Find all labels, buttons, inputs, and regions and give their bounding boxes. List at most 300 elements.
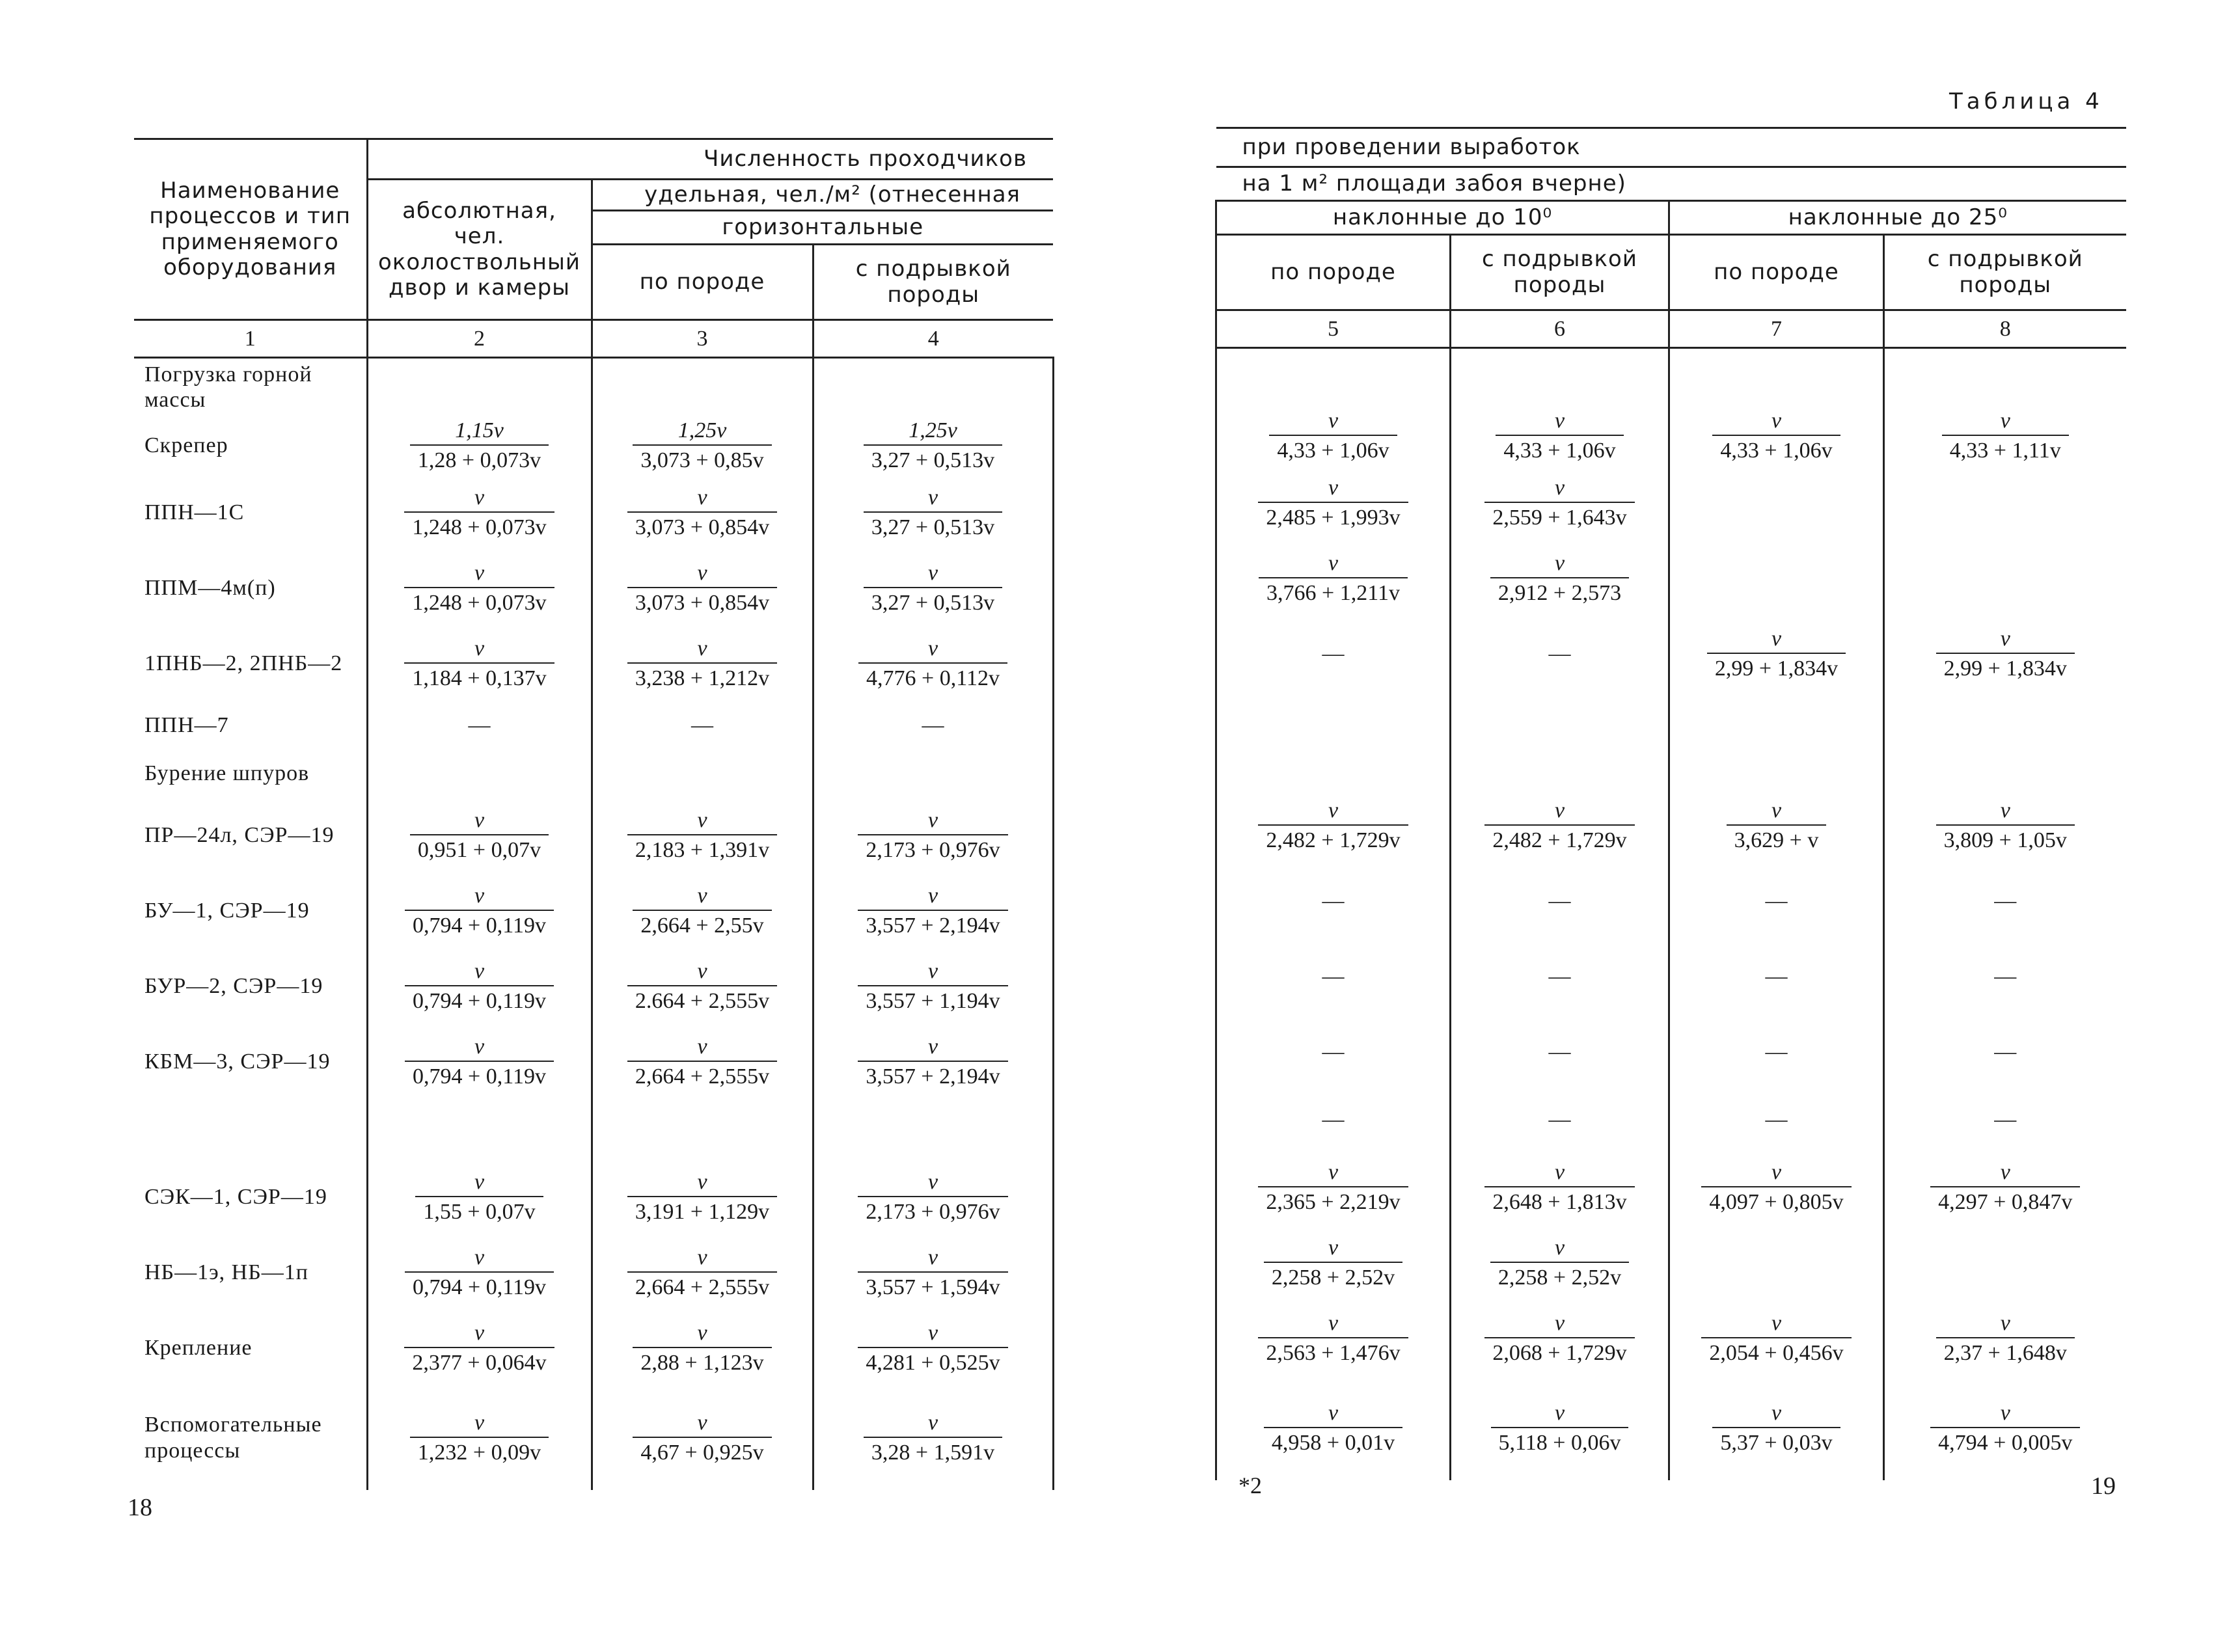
value-cell [1884,1301,2126,1376]
header-group-main-right: при проведении выработок [1216,128,2126,167]
fraction-denominator: 0,794 + 0,119v [405,985,554,1014]
fraction-numerator: v [474,636,485,660]
right-table-body [1216,348,2126,1480]
row-label: НБ—1э, НБ—1п [134,1235,367,1310]
fraction-denominator: 3,27 + 0,513v [864,444,1002,473]
table-row [1216,1225,2126,1301]
dash-value: — [1322,888,1345,913]
value-cell [1884,465,2126,541]
fraction [858,1320,1007,1375]
fraction-denominator: 0,794 + 0,119v [405,1271,554,1300]
header-spec-right: на 1 м² площади забоя вчерне) [1216,167,2126,201]
col-num-8: 8 [1884,310,2126,348]
fraction-numerator: v [1328,475,1339,500]
fraction [1707,626,1846,681]
value-cell [1884,1090,2126,1150]
value-cell [1669,407,1884,465]
fraction [1727,798,1827,853]
fraction-denominator: 2,37 + 1,648v [1936,1337,2075,1366]
value-cell [1669,465,1884,541]
value-cell [1884,1014,2126,1090]
dash-value: — [1322,1107,1345,1131]
fraction-denominator: 4,776 + 0,112v [858,662,1007,691]
fraction-denominator: 2,258 + 2,52v [1490,1262,1629,1290]
value-cell [367,416,592,475]
value-cell [592,1235,813,1310]
fraction [404,1320,554,1375]
table-row [134,550,1053,626]
fraction [1259,550,1408,606]
fraction-numerator: v [474,1034,485,1059]
fraction-denominator: 3,557 + 2,194v [858,1061,1007,1089]
fraction-denominator: 3,191 + 1,129v [627,1196,777,1225]
value-cell [1669,1301,1884,1376]
table-row [134,1024,1053,1100]
fraction-denominator: 5,37 + 0,03v [1712,1427,1840,1456]
row-label: Бурение шпуров [134,750,367,798]
table-row [134,701,1053,750]
value-cell [1451,1014,1669,1090]
left-page [0,0,1106,1652]
fraction-numerator: v [697,485,707,509]
value-cell [367,750,592,798]
table-row [1216,1376,2126,1480]
fraction [633,418,771,473]
value-cell [1216,692,1451,740]
value-cell [1216,616,1451,692]
table-row [1216,939,2126,1014]
fraction-numerator: v [1554,1235,1565,1260]
header-undercut-25: с подрывкой породы [1884,235,2126,310]
value-cell [367,949,592,1024]
fraction [1712,1400,1840,1456]
fraction [1491,1400,1629,1456]
dash-value: — [1548,1107,1571,1131]
value-cell [1884,788,2126,863]
fraction-denominator: 3,766 + 1,211v [1259,577,1408,606]
row-label: ППМ—4м(п) [134,550,367,626]
dash-value: — [1765,1107,1788,1131]
value-cell [1216,1150,1451,1225]
fraction [1930,1159,2080,1215]
table-row [134,798,1053,873]
fraction-denominator: 4,33 + 1,06v [1712,435,1840,463]
fraction-numerator: 1,15v [455,418,504,442]
value-cell [1451,1301,1669,1376]
fraction-numerator: v [1328,1400,1339,1425]
value-cell [592,873,813,949]
fraction-denominator: 4,33 + 1,11v [1942,435,2069,463]
page-number-right: 19 [2091,1472,2116,1500]
fraction-denominator: 4,33 + 1,06v [1496,435,1623,463]
value-cell [1451,465,1669,541]
fraction-numerator: v [1554,1159,1565,1184]
header-rock-10: по породе [1216,235,1451,310]
fraction [858,958,1007,1014]
fraction-numerator: v [927,1410,938,1435]
value-cell [1669,740,1884,788]
fraction-numerator: v [1554,475,1565,500]
fraction-numerator: v [474,1169,485,1194]
fraction-denominator: 4,794 + 0,005v [1930,1427,2080,1456]
table-row [134,949,1053,1024]
fraction-denominator: 1,184 + 0,137v [404,662,554,691]
table-row [134,475,1053,550]
value-cell [1669,692,1884,740]
value-cell [1884,692,2126,740]
fraction-numerator: v [1554,550,1565,575]
footnote-mark: *2 [1238,1472,1262,1498]
fraction [1936,1310,2075,1366]
fraction-numerator: v [697,560,707,585]
fraction-denominator: 2,559 + 1,643v [1484,502,1634,530]
fraction [627,636,777,691]
fraction-numerator: v [2000,1400,2010,1425]
table-row [134,416,1053,475]
value-cell [592,416,813,475]
value-cell [1884,863,2126,939]
value-cell [1216,1301,1451,1376]
fraction-numerator: v [927,807,938,832]
table-row [1216,740,2126,788]
fraction-numerator: v [1328,1235,1339,1260]
fraction-numerator: v [474,1245,485,1269]
dash-value: — [1994,1107,2017,1131]
value-cell [1216,1014,1451,1090]
value-cell [1669,788,1884,863]
row-label: Погрузка горной массы [134,358,367,416]
fraction-denominator: 3,629 + v [1727,824,1827,853]
value-cell [1451,863,1669,939]
fraction-numerator: v [474,1320,485,1345]
fraction [858,807,1007,863]
value-cell [1216,1376,1451,1480]
fraction [405,1245,554,1300]
fraction [1942,408,2069,463]
header-group-main-left: Численность проходчиков [367,139,1053,180]
value-cell [592,1386,813,1490]
dash-value: — [1994,888,2017,913]
value-cell [1884,348,2126,407]
fraction [864,418,1002,473]
table-row [134,1235,1053,1310]
fraction-numerator: v [1771,1159,1782,1184]
value-cell [592,550,813,626]
fraction [404,636,554,691]
fraction [858,1169,1007,1225]
value-cell [592,358,813,416]
value-cell [813,1235,1053,1310]
value-cell [1884,407,2126,465]
fraction-numerator: v [474,1410,485,1435]
table-row [1216,1301,2126,1376]
fraction [1490,550,1629,606]
header-horiz: горизонтальные [592,211,1053,245]
fraction-numerator: v [697,1245,707,1269]
value-cell [367,1235,592,1310]
fraction [1496,408,1623,463]
fraction [858,1245,1007,1300]
table-row [1216,1090,2126,1150]
value-cell [813,750,1053,798]
value-cell [367,1386,592,1490]
value-cell [1216,348,1451,407]
fraction-denominator: 2,054 + 0,456v [1701,1337,1851,1366]
fraction [1258,1310,1408,1366]
dash-value: — [1548,964,1571,988]
row-label: ППН—7 [134,701,367,750]
col-num-6: 6 [1451,310,1669,348]
fraction-denominator: 3,28 + 1,591v [864,1437,1002,1465]
fraction-denominator: 3,557 + 2,194v [858,910,1007,938]
fraction-numerator: v [1771,1310,1782,1335]
fraction-numerator: v [474,883,485,908]
fraction [415,1169,543,1225]
fraction-denominator: 4,297 + 0,847v [1930,1186,2080,1215]
value-cell [1884,1376,2126,1480]
fraction-denominator: 2,99 + 1,834v [1707,653,1846,681]
fraction-denominator: 2,173 + 0,976v [858,834,1007,863]
row-label: Скрепер [134,416,367,475]
value-cell [592,1024,813,1100]
fraction [404,560,554,616]
fraction [1701,1310,1851,1366]
value-cell [592,1310,813,1386]
value-cell [1216,740,1451,788]
value-cell [367,1159,592,1235]
value-cell [1884,1225,2126,1301]
value-cell [592,701,813,750]
header-incl10: наклонные до 10⁰ [1216,201,1669,235]
header-abs: абсолютная, чел. околоствольный двор и камеры [367,180,592,320]
fraction-numerator: v [2000,626,2010,651]
fraction-numerator: v [927,1034,938,1059]
fraction [1930,1400,2080,1456]
value-cell [1884,541,2126,616]
fraction [627,958,777,1014]
fraction-denominator: 2,648 + 1,813v [1484,1186,1634,1215]
header-rock-horiz: по породе [592,245,813,320]
fraction-denominator: 0,951 + 0,07v [410,834,549,863]
value-cell [1669,1376,1884,1480]
row-label: 1ПНБ—2, 2ПНБ—2 [134,626,367,701]
fraction [1264,1235,1402,1290]
fraction-denominator: 2,664 + 2,55v [633,910,771,938]
value-cell [1216,541,1451,616]
dash-value: — [922,712,944,737]
fraction-numerator: v [2000,1310,2010,1335]
fraction [405,883,554,938]
fraction-numerator: v [1554,1310,1565,1335]
fraction [633,1320,771,1375]
fraction-denominator: 0,794 + 0,119v [405,1061,554,1089]
value-cell [592,750,813,798]
row-label: Вспомогательные процессы [134,1386,367,1490]
value-cell [813,550,1053,626]
fraction-numerator: v [697,1169,707,1194]
value-cell [813,701,1053,750]
fraction-numerator: v [697,883,707,908]
value-cell [813,416,1053,475]
fraction [1484,798,1634,853]
fraction-denominator: 3,073 + 0,854v [627,587,777,616]
fraction-numerator: v [1771,408,1782,433]
fraction-denominator: 3,073 + 0,85v [633,444,771,473]
value-cell [813,949,1053,1024]
value-cell [367,1024,592,1100]
fraction-numerator: v [697,1410,707,1435]
value-cell [1669,1014,1884,1090]
dash-value: — [1765,1039,1788,1064]
fraction-numerator: v [1554,1400,1565,1425]
fraction [1712,408,1840,463]
value-cell [1669,1090,1884,1150]
fraction-numerator: v [927,560,938,585]
table-row [1216,348,2126,407]
fraction-denominator: 2,173 + 0,976v [858,1196,1007,1225]
table-row [134,750,1053,798]
dash-value: — [691,712,713,737]
value-cell [1451,616,1669,692]
fraction-numerator: v [927,958,938,983]
fraction [410,807,549,863]
value-cell [813,626,1053,701]
fraction [627,560,777,616]
table-row [134,1159,1053,1235]
value-cell [1451,692,1669,740]
col-num-5: 5 [1216,310,1451,348]
fraction-numerator: v [474,807,485,832]
value-cell [1669,1150,1884,1225]
header-undercut-10: с подрывкой породы [1451,235,1669,310]
fraction-numerator: v [2000,408,2010,433]
fraction-numerator: v [927,1320,938,1345]
fraction-numerator: v [474,485,485,509]
value-cell [1451,541,1669,616]
fraction-numerator: v [697,636,707,660]
value-cell [1451,939,1669,1014]
value-cell [592,1100,813,1159]
fraction-denominator: 4,958 + 0,01v [1264,1427,1402,1456]
table-row [1216,1150,2126,1225]
fraction [627,485,777,540]
fraction-numerator: v [1328,550,1339,575]
fraction-denominator: 2,485 + 1,993v [1258,502,1408,530]
fraction [1269,408,1397,463]
value-cell [813,1159,1053,1235]
value-cell [592,798,813,873]
value-cell [592,475,813,550]
col-num-4: 4 [813,320,1053,358]
fraction [405,1034,554,1089]
fraction-denominator: 4,097 + 0,805v [1701,1186,1851,1215]
fraction-denominator: 1,55 + 0,07v [415,1196,543,1225]
value-cell [367,1100,592,1159]
table-row [1216,541,2126,616]
dash-value: — [1994,964,2017,988]
fraction-numerator: v [2000,1159,2010,1184]
dash-value: — [1548,641,1571,666]
value-cell [813,475,1053,550]
fraction-numerator: v [1328,798,1339,822]
value-cell [813,1310,1053,1386]
fraction-denominator: 1,248 + 0,073v [404,587,554,616]
fraction [410,1410,549,1465]
value-cell [1451,407,1669,465]
row-label: БУР—2, СЭР—19 [134,949,367,1024]
fraction [858,1034,1007,1089]
fraction-denominator: 2,365 + 2,219v [1258,1186,1408,1215]
dash-value: — [1765,964,1788,988]
value-cell [592,626,813,701]
dash-value: — [1322,641,1345,666]
fraction-denominator: 2,258 + 2,52v [1264,1262,1402,1290]
fraction-numerator: v [1771,1400,1782,1425]
fraction-numerator: v [1771,798,1782,822]
dash-value: — [1765,888,1788,913]
fraction [1936,626,2075,681]
value-cell [813,1100,1053,1159]
value-cell [1451,348,1669,407]
fraction-denominator: 4,33 + 1,06v [1269,435,1397,463]
header-spec-left: удельная, чел./м² (отнесенная [592,180,1053,211]
fraction [405,958,554,1014]
value-cell [1216,407,1451,465]
fraction [627,1034,777,1089]
table-row [1216,863,2126,939]
fraction [1484,475,1634,530]
fraction [627,1169,777,1225]
row-label: БУ—1, СЭР—19 [134,873,367,949]
left-table-body [134,358,1053,1490]
fraction-denominator: 1,232 + 0,09v [410,1437,549,1465]
fraction-numerator: v [927,1245,938,1269]
table-row [1216,407,2126,465]
header-incl25: наклонные до 25⁰ [1669,201,2126,235]
value-cell [1669,616,1884,692]
value-cell [592,1159,813,1235]
fraction [858,636,1007,691]
fraction [1936,798,2075,853]
fraction-denominator: 0,794 + 0,119v [405,910,554,938]
fraction-numerator: v [927,883,938,908]
col-num-7: 7 [1669,310,1884,348]
fraction-denominator: 2,482 + 1,729v [1258,824,1408,853]
fraction-numerator: v [927,485,938,509]
dash-value: — [1548,1039,1571,1064]
value-cell [592,949,813,1024]
fraction-numerator: v [697,807,707,832]
value-cell [1451,1376,1669,1480]
fraction-denominator: 2,563 + 1,476v [1258,1337,1408,1366]
value-cell [1216,1225,1451,1301]
fraction-numerator: v [927,636,938,660]
col-num-1: 1 [134,320,367,358]
value-cell [1451,1150,1669,1225]
value-cell [1216,863,1451,939]
fraction [1484,1159,1634,1215]
fraction-denominator: 5,118 + 0,06v [1491,1427,1629,1456]
value-cell [1216,1090,1451,1150]
fraction-denominator: 3,27 + 0,513v [864,587,1002,616]
value-cell [367,550,592,626]
value-cell [367,798,592,873]
fraction [1490,1235,1629,1290]
fraction-denominator: 2,482 + 1,729v [1484,824,1634,853]
value-cell [813,873,1053,949]
table-caption: Таблица 4 [1949,88,2103,115]
fraction-numerator: v [697,958,707,983]
